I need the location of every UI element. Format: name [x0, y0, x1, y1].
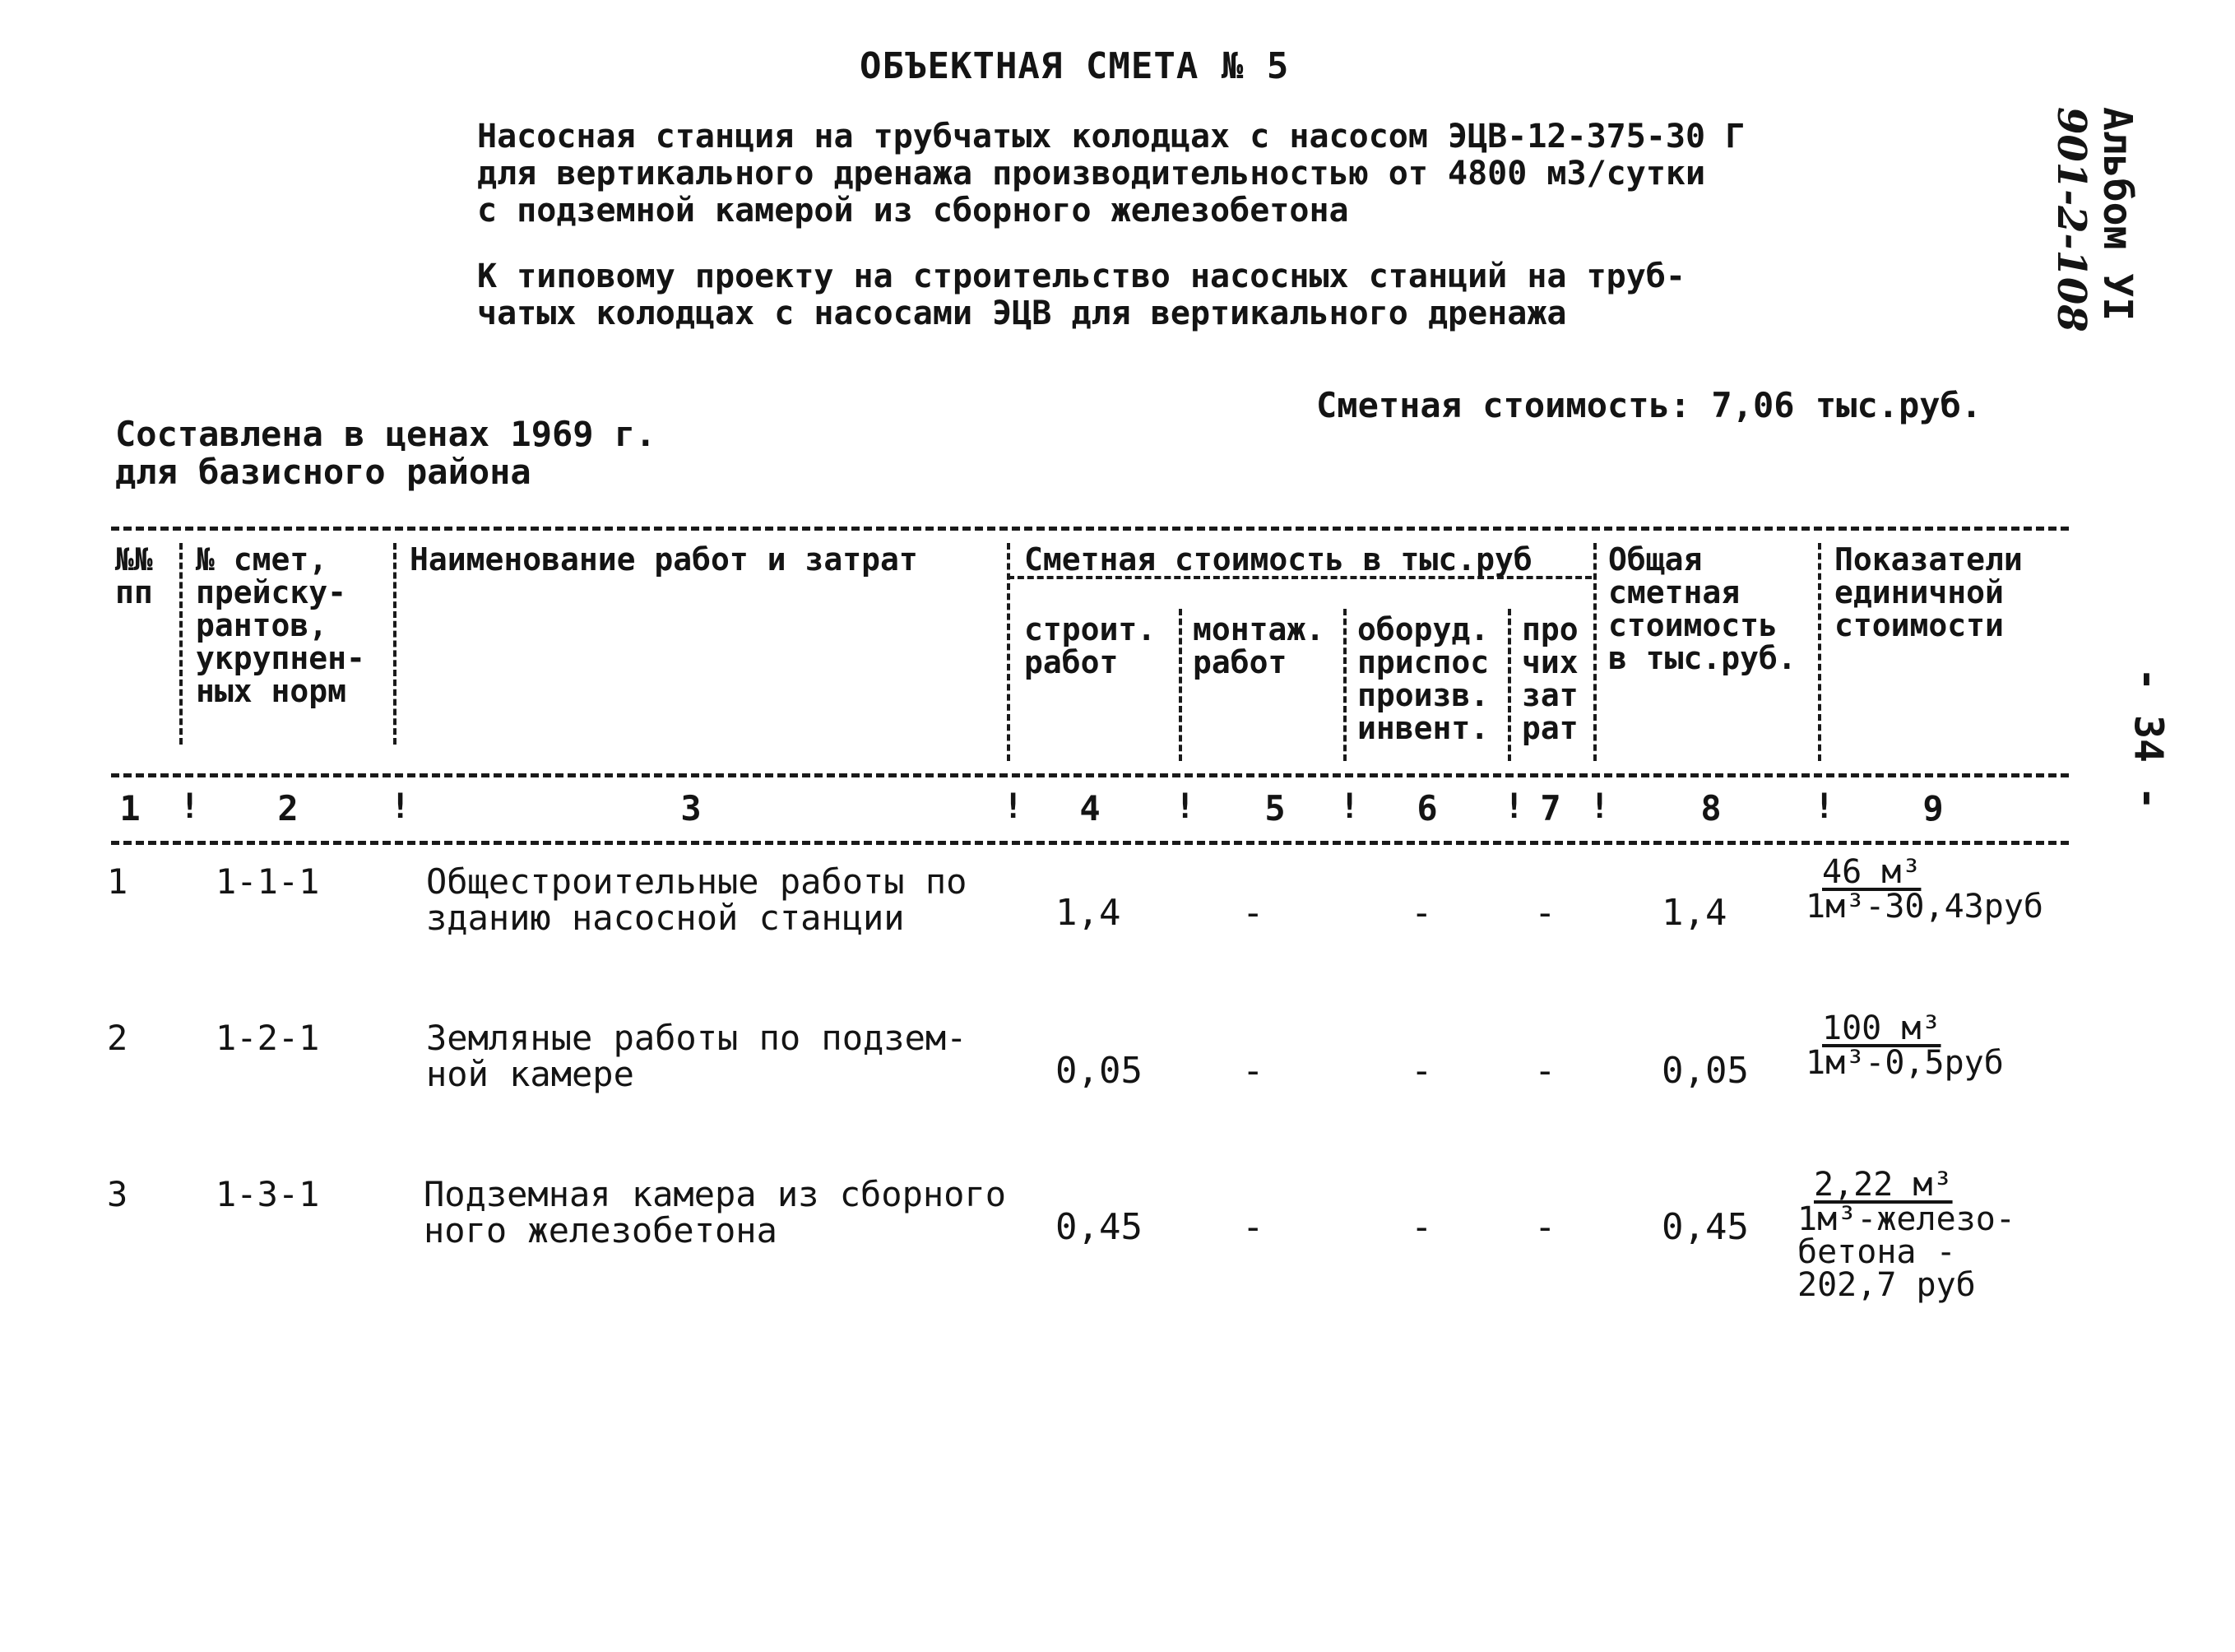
- estimated-cost: Сметная стоимость: 7,06 тыс.руб.: [1316, 385, 1982, 425]
- row-installation-cost: -: [1242, 1050, 1264, 1092]
- header-text: строит.: [1024, 611, 1157, 647]
- header-c7: [1522, 613, 1579, 745]
- header-text: рат: [1522, 710, 1579, 746]
- row-name-line: ной камере: [426, 1054, 634, 1094]
- row-installation-cost: -: [1242, 892, 1264, 934]
- col-separator: [1508, 609, 1511, 761]
- col-separator: [1818, 543, 1821, 761]
- number-row-rule: [111, 841, 2069, 845]
- row-code: 1-1-1: [216, 861, 320, 902]
- column-number: 7: [1540, 788, 1561, 828]
- column-number: 3: [680, 788, 702, 828]
- header-c6: [1357, 613, 1489, 745]
- row-total-cost: 0,05: [1662, 1050, 1749, 1092]
- row-indicator-line: бетона -: [1797, 1233, 1956, 1271]
- album-stamp: [2048, 107, 2140, 332]
- row-other-cost: -: [1534, 892, 1556, 934]
- header-c4: [1024, 613, 1156, 679]
- row-construction-cost: 0,05: [1055, 1050, 1143, 1092]
- object-description: [477, 118, 1745, 230]
- album-label: Альбом УI: [2094, 107, 2140, 322]
- number-separators: !: [1504, 786, 1525, 826]
- price-basis-line: Составлена в ценах 1969 г.: [115, 414, 656, 454]
- project-reference: [477, 258, 1686, 332]
- number-separators: !: [179, 786, 201, 826]
- column-number: 6: [1417, 788, 1438, 828]
- row-name-line: Подземная камера из сборного: [424, 1174, 1007, 1214]
- number-separators: !: [1003, 786, 1024, 826]
- row-indicator-line: 1м³-30,43руб: [1806, 888, 2043, 926]
- header-text: Общая: [1608, 541, 1703, 578]
- header-text: приспос: [1357, 644, 1490, 680]
- column-number: 9: [1922, 788, 1944, 828]
- header-text: Наименование работ и затрат: [410, 541, 918, 578]
- row-installation-cost: -: [1242, 1206, 1264, 1248]
- header-c2: [196, 543, 365, 708]
- row-indicator-volume: 100 м³: [1822, 1009, 1941, 1047]
- header-text: монтаж.: [1193, 611, 1325, 647]
- project-line: чатых колодцах с насосами ЭЦВ для вертикального дренажа: [477, 295, 1567, 332]
- column-number: 5: [1264, 788, 1286, 828]
- row-name-line: ного железобетона: [424, 1210, 777, 1251]
- column-number: 1: [119, 788, 141, 828]
- row-code: 1-2-1: [216, 1018, 320, 1058]
- row-number: 3: [107, 1174, 128, 1214]
- header-text: работ: [1193, 644, 1287, 680]
- row-equipment-cost: -: [1411, 1050, 1433, 1092]
- header-text: зат: [1522, 677, 1579, 713]
- header-text: сметная: [1608, 574, 1741, 610]
- header-text: стоимость: [1608, 607, 1778, 643]
- header-group: Сметная стоимость в тыс.руб: [1024, 541, 1533, 578]
- price-basis: [115, 415, 656, 491]
- row-name-line: Общестроительные работы по: [426, 861, 967, 902]
- number-separators: !: [1589, 786, 1611, 826]
- header-c8: [1608, 543, 1797, 675]
- row-indicator-volume: 2,22 м³: [1814, 1166, 1953, 1204]
- header-text: ных норм: [196, 673, 347, 709]
- description-line: Насосная станция на трубчатых колодцах с насосом ЭЦВ-12-375-30 Г: [477, 118, 1746, 155]
- number-separators: !: [390, 786, 411, 826]
- row-number: 2: [107, 1018, 128, 1058]
- description-line: с подземной камерой из сборного железобетона: [477, 192, 1349, 230]
- row-equipment-cost: -: [1411, 892, 1433, 934]
- page-number: - 34 -: [2125, 667, 2172, 810]
- header-text: инвент.: [1357, 710, 1490, 746]
- row-indicator: [1806, 1009, 2004, 1082]
- header-text: про: [1522, 611, 1579, 647]
- header-text: Показатели: [1834, 541, 2023, 578]
- header-c3: [410, 543, 918, 576]
- number-separators: !: [1814, 786, 1835, 826]
- document-title: ОБЪЕКТНАЯ СМЕТА № 5: [860, 45, 1290, 87]
- row-indicator: [1806, 853, 2043, 926]
- price-basis-line: для базисного района: [115, 452, 531, 492]
- col-separator: [1007, 543, 1010, 761]
- column-number: 2: [277, 788, 299, 828]
- row-indicator-volume: 46 м³: [1822, 853, 1922, 891]
- header-c9: [1834, 543, 2023, 642]
- header-c5: [1193, 613, 1324, 679]
- number-separators: !: [1339, 786, 1361, 826]
- row-total-cost: 1,4: [1662, 892, 1727, 934]
- description-line: для вертикального дренажа производительностью от 4800 м3/сутки: [477, 155, 1706, 193]
- header-c1: [115, 543, 153, 609]
- row-indicator-line: 1м³-железо-: [1797, 1200, 2015, 1238]
- row-code: 1-3-1: [216, 1174, 320, 1214]
- row-indicator-line: 1м³-0,5руб: [1806, 1044, 2004, 1082]
- header-text: стоимости: [1834, 607, 2004, 643]
- header-text: произв.: [1357, 677, 1490, 713]
- album-code: 901-2-108: [2048, 107, 2094, 332]
- header-text: прейску-: [196, 574, 347, 610]
- header-text: рантов,: [196, 607, 328, 643]
- header-text: работ: [1024, 644, 1119, 680]
- row-total-cost: 0,45: [1662, 1206, 1749, 1248]
- row-construction-cost: 0,45: [1055, 1206, 1143, 1248]
- row-equipment-cost: -: [1411, 1206, 1433, 1248]
- header-text: единичной: [1834, 574, 2004, 610]
- header-text: чих: [1522, 644, 1579, 680]
- table-top-rule: [111, 527, 2069, 531]
- header-text: укрупнен-: [196, 640, 365, 676]
- header-text: оборуд.: [1357, 611, 1490, 647]
- row-name: [424, 1176, 1006, 1249]
- row-other-cost: -: [1534, 1206, 1556, 1248]
- col-separator: [393, 543, 396, 745]
- row-other-cost: -: [1534, 1050, 1556, 1092]
- row-indicator: [1797, 1168, 2015, 1302]
- header-text: в тыс.руб.: [1608, 640, 1797, 676]
- column-number: 4: [1079, 788, 1101, 828]
- col-separator: [1343, 609, 1347, 761]
- header-rule: [111, 773, 2069, 777]
- header-text: пп: [115, 574, 153, 610]
- col-separator: [179, 543, 183, 745]
- row-name-line: зданию насосной станции: [426, 898, 905, 938]
- row-indicator-line: 202,7 руб: [1797, 1266, 1976, 1304]
- row-name: [426, 1020, 967, 1093]
- project-line: К типовому проекту на строительство насосных станций на труб-: [477, 258, 1686, 295]
- col-separator: [1593, 543, 1597, 761]
- col-separator: [1179, 609, 1182, 761]
- column-number: 8: [1700, 788, 1722, 828]
- row-number: 1: [107, 861, 128, 902]
- header-text: №№: [115, 541, 153, 578]
- row-name: [426, 861, 967, 938]
- header-text: № смет,: [196, 541, 328, 578]
- row-name-line: Земляные работы по подзем-: [426, 1018, 967, 1058]
- number-separators: !: [1175, 786, 1196, 826]
- row-construction-cost: 1,4: [1055, 892, 1121, 934]
